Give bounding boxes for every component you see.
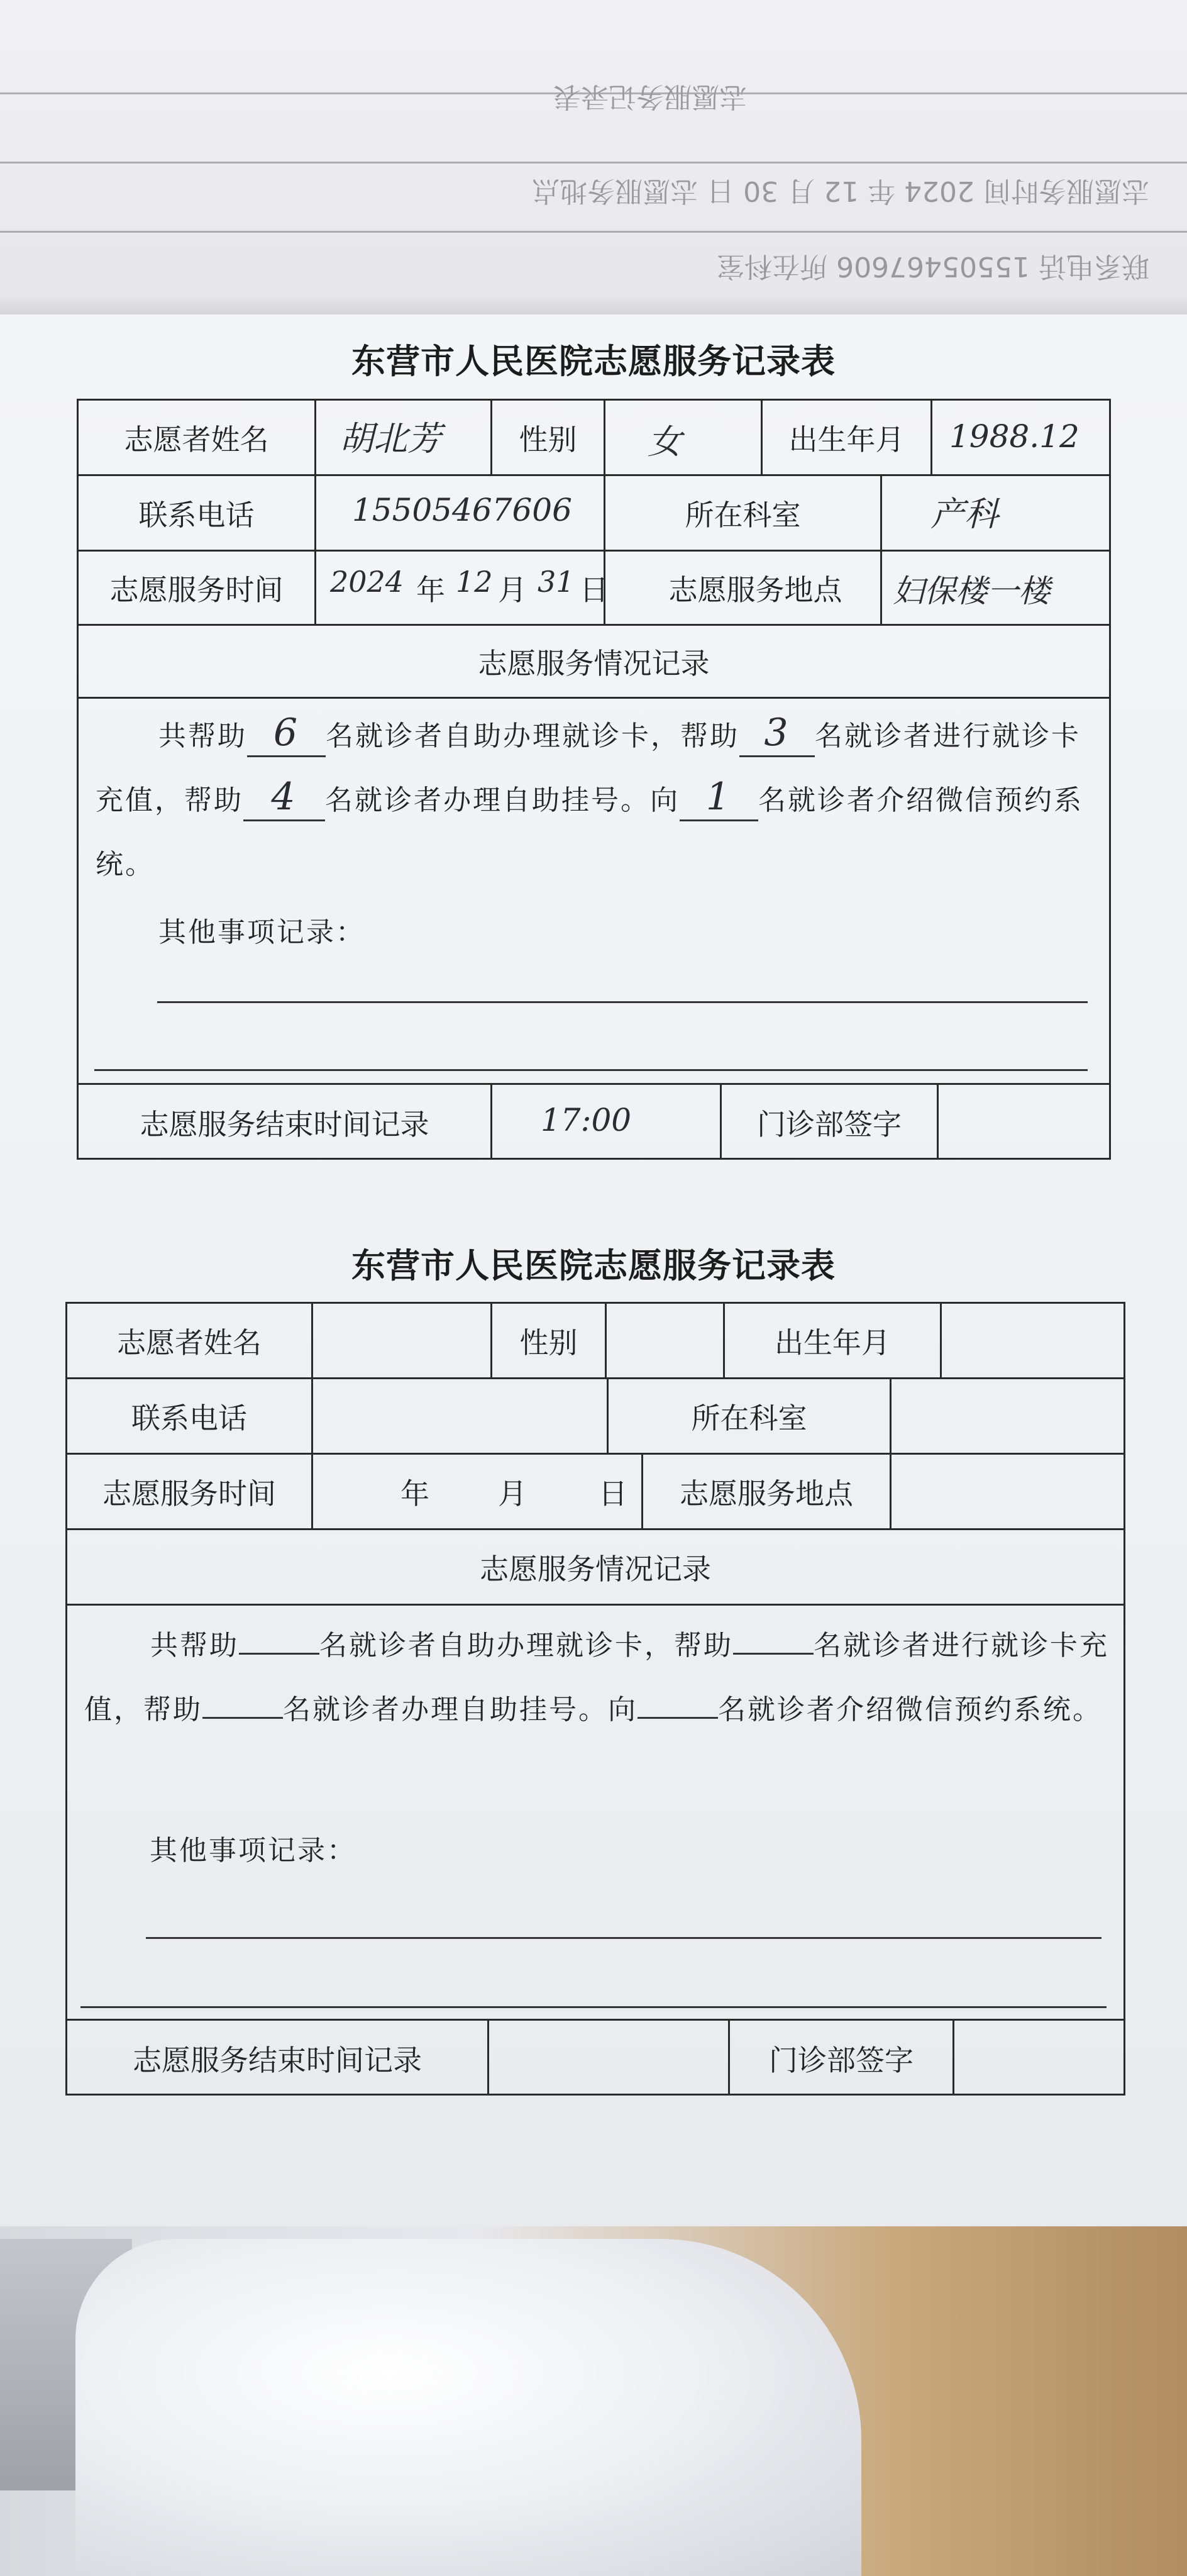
record-text-4: 名就诊者办理自助挂号。向 — [283, 1694, 638, 1726]
label-time: 志愿服务时间 — [109, 572, 284, 607]
value-day: 31 — [538, 565, 575, 599]
label-phone: 联系电话 — [131, 1401, 247, 1435]
label-day: 日 — [599, 1476, 627, 1511]
record-text-3: 名就诊者进行就诊卡充值，帮助 — [84, 1629, 1109, 1726]
value-place: 妇保楼一楼 — [893, 573, 1050, 609]
label-birth: 出生年月 — [788, 422, 905, 457]
ghost-title: 志愿服务记录表 — [553, 80, 747, 113]
ghost-row-2: 联系电话 15505467606 所在科室 — [717, 250, 1149, 282]
record-value-4: 1 — [705, 775, 732, 819]
record-text-2: 名就诊者自助办理就诊卡，帮助 — [326, 720, 739, 752]
label-name: 志愿者姓名 — [124, 422, 269, 457]
ghost-row-1: 志愿服务时间 2024 年 12 月 30 日 志愿服务地点 — [532, 175, 1149, 207]
record-value-3: 4 — [271, 775, 297, 819]
label-gender: 性别 — [519, 422, 577, 457]
value-name: 胡北芳 — [340, 419, 441, 458]
blank-4 — [638, 1717, 718, 1719]
record-text-4: 名就诊者办理自助挂号。向 — [325, 784, 680, 816]
value-month: 12 — [456, 565, 493, 599]
label-year: 年 — [416, 572, 445, 607]
value-gender: 女 — [648, 422, 682, 462]
label-phone: 联系电话 — [138, 497, 255, 532]
label-birth: 出生年月 — [775, 1325, 890, 1360]
label-name: 志愿者姓名 — [117, 1325, 262, 1360]
label-day: 日 — [580, 572, 609, 607]
label-dept: 所在科室 — [685, 497, 801, 532]
other-label: 其他事项记录： — [150, 1835, 356, 1867]
record-value-2: 3 — [764, 711, 790, 755]
value-end-time: 17:00 — [541, 1102, 632, 1138]
label-place: 志愿服务地点 — [680, 1476, 853, 1511]
record-text-5: 名就诊者介绍微信预约系统。 — [718, 1694, 1102, 1726]
record-text-2: 名就诊者自助办理就诊卡，帮助 — [319, 1629, 733, 1662]
form-title: 东营市人民医院志愿服务记录表 — [351, 341, 836, 381]
section-heading: 志愿服务情况记录 — [478, 646, 710, 680]
other-label: 其他事项记录： — [158, 916, 365, 948]
record-text-5: 名就诊者介绍微信预约系统。 — [96, 784, 1083, 880]
label-month: 月 — [498, 572, 527, 607]
record-text-1: 共帮助 — [158, 720, 247, 752]
label-sign: 门诊部签字 — [757, 1107, 902, 1141]
blank-3 — [202, 1717, 283, 1719]
value-birth: 1988.12 — [949, 418, 1079, 455]
record-text-3: 名就诊者进行就诊卡充值，帮助 — [96, 720, 1081, 816]
record-value-1: 6 — [273, 711, 300, 755]
blank-1 — [239, 1653, 319, 1655]
value-dept: 产科 — [930, 494, 998, 534]
record-paragraph — [84, 1614, 1122, 1742]
label-end-time: 志愿服务结束时间记录 — [133, 2043, 422, 2077]
other-line-1 — [146, 1937, 1101, 1939]
label-place: 志愿服务地点 — [668, 572, 842, 607]
label-year: 年 — [400, 1476, 429, 1511]
record-text-1: 共帮助 — [150, 1629, 239, 1662]
value-year: 2024 — [330, 565, 404, 599]
blank-2 — [733, 1653, 814, 1655]
white-cloth — [75, 2239, 861, 2576]
value-phone: 15505467606 — [352, 492, 572, 528]
form-title: 东营市人民医院志愿服务记录表 — [351, 1245, 836, 1285]
label-sign: 门诊部签字 — [769, 2043, 914, 2077]
label-time: 志愿服务时间 — [102, 1476, 276, 1511]
label-month: 月 — [498, 1476, 527, 1511]
other-line-2 — [80, 2006, 1107, 2008]
label-gender: 性别 — [519, 1325, 578, 1360]
section-heading: 志愿服务情况记录 — [480, 1552, 711, 1586]
label-end-time: 志愿服务结束时间记录 — [140, 1107, 429, 1141]
label-dept: 所在科室 — [691, 1401, 807, 1435]
